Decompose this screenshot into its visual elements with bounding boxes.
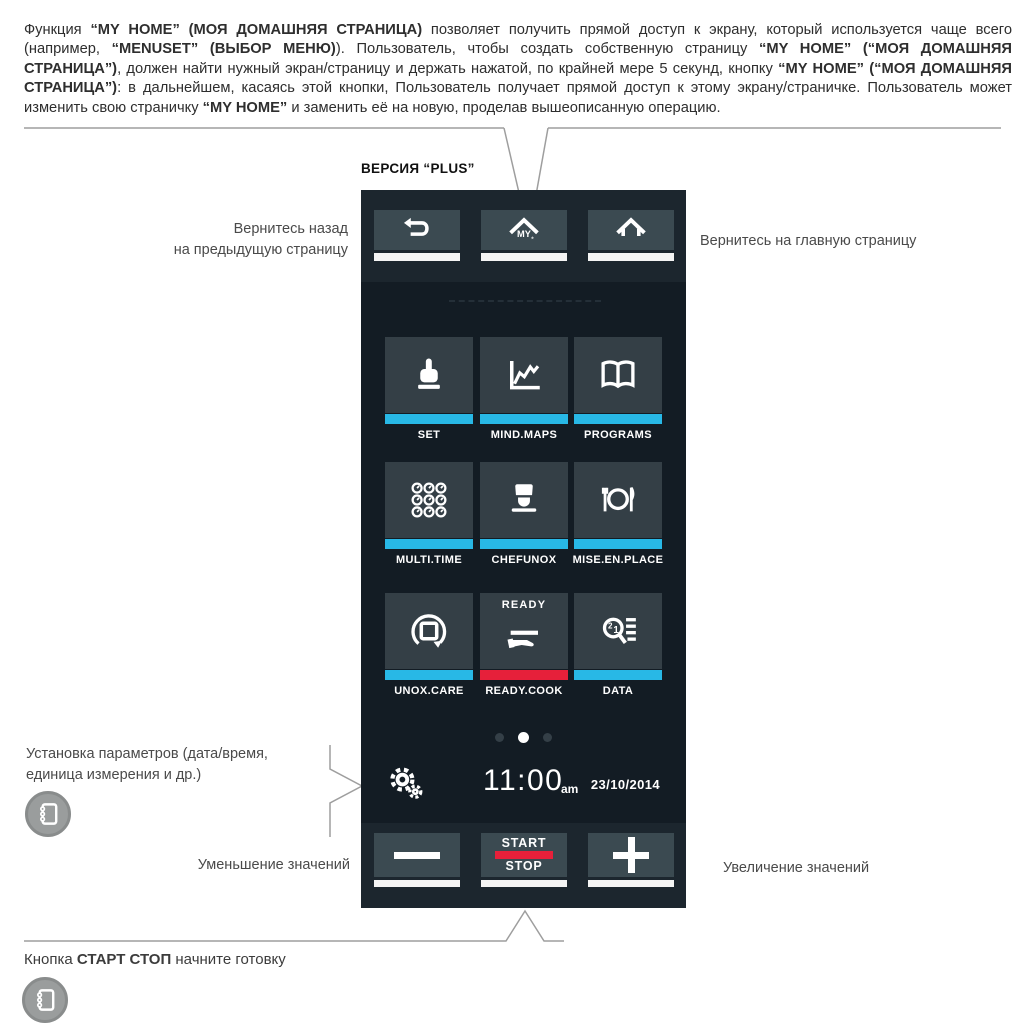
faint-screen-text <box>449 300 601 302</box>
page-dot[interactable] <box>543 733 552 742</box>
tile-label: CHEFUNOX <box>491 554 557 566</box>
oven-control-panel <box>361 190 686 908</box>
plus-icon <box>613 837 649 873</box>
tile-mind-maps[interactable] <box>480 337 568 441</box>
tile-ready-cook[interactable] <box>480 593 568 697</box>
my-home-icon <box>506 212 542 248</box>
tile-programs[interactable] <box>574 337 662 441</box>
ready-badge: READY <box>501 599 547 611</box>
increase-button-underline <box>588 880 674 887</box>
clock-meridiem: am <box>561 782 579 796</box>
ready-cook-hand-icon <box>504 618 544 658</box>
tile-data[interactable] <box>574 593 662 697</box>
annotation-home: Вернитесь на главную страницу <box>700 233 917 249</box>
start-stop-button-underline <box>481 880 567 887</box>
stop-label: STOP <box>505 859 543 873</box>
tile-label: READY.COOK <box>485 685 563 697</box>
multi-time-clocks-icon <box>408 479 450 521</box>
annotation-decrease: Уменьшение значений <box>197 857 350 873</box>
start-stop-red-bar <box>495 851 553 859</box>
tile-label: UNOX.CARE <box>394 685 464 697</box>
clock-time: 11:00 <box>483 764 564 797</box>
decrease-button[interactable] <box>374 833 460 877</box>
tile-status-bar <box>385 539 473 549</box>
tile-status-bar <box>480 539 568 549</box>
data-search-icon <box>597 610 639 652</box>
manual-reference-icon <box>25 791 71 837</box>
tile-status-bar <box>480 414 568 424</box>
set-touch-icon <box>408 354 450 396</box>
annotation-back: Вернитесь назад на предыдущую страницу <box>173 221 348 258</box>
tile-label: MISE.EN.PLACE <box>572 554 664 566</box>
tile-label: SET <box>417 429 441 441</box>
tile-label: DATA <box>602 685 634 697</box>
back-button-underline <box>374 253 460 261</box>
annotation-settings: Установка параметров (дата/время, единица измерения и др.) <box>26 746 268 783</box>
manual-reference-icon <box>22 977 68 1023</box>
tile-label: MIND.MAPS <box>490 429 558 441</box>
start-label: START <box>501 836 547 850</box>
mind-maps-chart-icon <box>503 354 545 396</box>
tile-status-bar <box>385 414 473 424</box>
tile-status-bar <box>574 414 662 424</box>
date-display: 23/10/2014 <box>590 777 660 792</box>
tile-multi-time[interactable] <box>385 462 473 566</box>
tile-status-bar <box>574 670 662 680</box>
mise-en-place-plate-icon <box>597 479 639 521</box>
annotation-increase: Увеличение значений <box>723 860 870 876</box>
tile-label: MULTI.TIME <box>395 554 463 566</box>
home-button[interactable] <box>588 210 674 250</box>
increase-button[interactable] <box>588 833 674 877</box>
version-label: ВЕРСИЯ “PLUS” <box>361 161 475 176</box>
my-home-button[interactable] <box>481 210 567 250</box>
chefunox-chef-icon <box>503 479 545 521</box>
tile-status-bar <box>385 670 473 680</box>
settings-gear-icon[interactable] <box>383 762 425 802</box>
tile-status-bar <box>574 539 662 549</box>
decrease-button-underline <box>374 880 460 887</box>
my-home-button-underline <box>481 253 567 261</box>
page-dot[interactable] <box>495 733 504 742</box>
back-button[interactable] <box>374 210 460 250</box>
caption-start-stop: Кнопка СТАРТ СТОП начните готовку <box>24 951 286 968</box>
home-icon <box>613 212 649 248</box>
intro-paragraph: Функция “MY HOME” (МОЯ ДОМАШНЯЯ СТРАНИЦА) позволяет получить прямой доступ к экрану, который используется чаще всего (например, “MENUSET” (ВЫБОР МЕНЮ)). Пользователь, чтобы создать собственную страницу “MY HOME” (“МОЯ ДОМАШНЯЯ СТРАНИЦА”), должен найти нужный экран/страницу и держать нажатой, по крайней мере 5 секунд, кнопку “MY HOME” (“МОЯ ДОМАШНЯЯ СТРАНИЦА”): в дальнейшем, касаясь этой кнопки, Пользователь получает прямой доступ к этому экрану/страничке. Пользователь может изменить свою страничку “MY HOME” и заменить её на новую, проделав вышеописанную операцию. <box>24 21 1012 117</box>
minus-icon <box>394 852 440 859</box>
start-stop-button[interactable] <box>481 833 567 877</box>
page-dot[interactable] <box>518 732 529 743</box>
tile-set[interactable] <box>385 337 473 441</box>
tile-mise-en-place[interactable] <box>572 462 664 566</box>
tile-chefunox[interactable] <box>480 462 568 566</box>
page-indicator <box>361 732 686 743</box>
home-button-underline <box>588 253 674 261</box>
tile-status-bar <box>480 670 568 680</box>
programs-book-icon <box>597 354 639 396</box>
unox-care-refresh-icon <box>408 610 450 652</box>
back-arrow-icon <box>400 213 434 247</box>
tile-unox-care[interactable] <box>385 593 473 697</box>
tile-label: PROGRAMS <box>584 429 652 441</box>
